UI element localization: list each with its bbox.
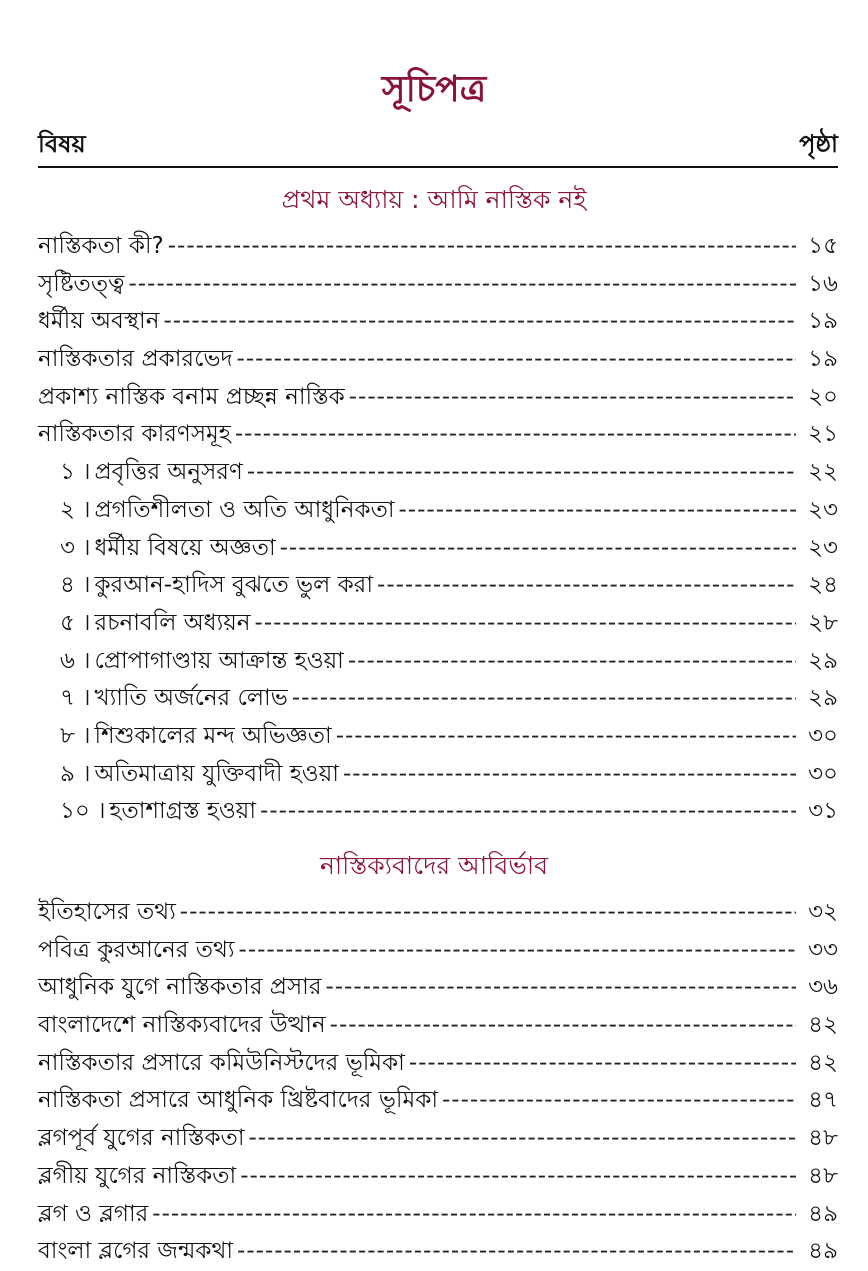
dot-leader [237, 1238, 796, 1264]
toc-entry[interactable] [38, 378, 838, 416]
dot-leader [399, 497, 797, 523]
entry-title: অতিমাত্রায় যুক্তিবাদী হওয়া [94, 760, 339, 787]
toc-entry[interactable] [38, 1006, 838, 1044]
entry-page: ৩০ [808, 722, 838, 749]
entry-number: ৫ । [60, 609, 91, 636]
dot-leader [442, 1087, 796, 1113]
entry-page: ২৩ [808, 534, 838, 561]
section-title-chapter-one: প্রথম অধ্যায় : আমি নাস্তিক নই [281, 185, 587, 214]
toc-entry[interactable] [38, 302, 838, 340]
entry-page: ১৯ [808, 308, 838, 335]
dot-leader [247, 459, 796, 485]
entry-page: ৩১ [808, 798, 838, 825]
entry-number: ৮ । [60, 722, 91, 749]
entry-title: বাংলাদেশে নাস্তিক্যবাদের উত্থান [38, 1012, 326, 1039]
entry-page: ৪৯ [808, 1238, 838, 1265]
entry-title: হতাশাগ্রস্ত হওয়া [109, 798, 257, 825]
toc-entry[interactable] [38, 1044, 838, 1082]
dot-leader [128, 271, 796, 297]
dot-leader [348, 648, 796, 674]
toc-sub-entry[interactable] [38, 453, 838, 491]
entry-title: প্রগতিশীলতা ও অতি আধুনিকতা [94, 496, 395, 523]
entry-page: ১৬ [808, 270, 838, 297]
entry-title: সৃষ্টিতত্ত্ব [38, 270, 125, 297]
dot-leader [336, 723, 796, 749]
toc-entry[interactable] [38, 893, 838, 931]
toc-entry[interactable] [38, 415, 838, 453]
toc-sub-entry[interactable] [38, 491, 838, 529]
toc-sub-entry[interactable] [38, 604, 838, 642]
entry-title: ব্লগীয় যুগের নাস্তিকতা [38, 1162, 237, 1189]
dot-leader [240, 1163, 796, 1189]
subject-column-label: বিষয় [38, 130, 86, 158]
dot-leader [239, 937, 796, 963]
entry-page: ২৯ [808, 647, 838, 674]
toc-entry[interactable] [38, 931, 838, 969]
toc-sub-entry[interactable] [38, 642, 838, 680]
column-header-row [38, 132, 838, 168]
entry-number: ১ । [60, 459, 91, 486]
entry-page: ২৩ [808, 496, 838, 523]
entry-title: আধুনিক যুগে নাস্তিকতার প্রসার [38, 974, 322, 1001]
entry-number: ২ । [60, 496, 91, 523]
dot-leader [330, 1012, 796, 1038]
entry-page: ২১ [808, 421, 838, 448]
entry-title: বাংলা ব্লগের জন্মকথা [38, 1238, 234, 1265]
toc-entry[interactable] [38, 968, 838, 1006]
dot-leader [235, 421, 796, 447]
entry-page: ৩০ [808, 760, 838, 787]
dot-leader [343, 761, 796, 787]
entry-page: ৩৩ [808, 936, 838, 963]
dot-leader [237, 346, 796, 372]
dot-leader [260, 798, 796, 824]
entry-title: নাস্তিকতার প্রসারে কমিউনিস্টদের ভূমিকা [38, 1049, 405, 1076]
entry-page: ৩৬ [808, 974, 838, 1001]
entry-page: ১৫ [808, 233, 838, 259]
toc-list-chapter-one [38, 227, 838, 830]
toc-entry[interactable] [38, 340, 838, 378]
entry-number: ৩ । [60, 534, 91, 561]
entry-page: ৪২ [808, 1012, 838, 1039]
toc-entry[interactable] [38, 1119, 838, 1157]
dot-leader [180, 899, 796, 925]
dot-leader [377, 572, 796, 598]
toc-entry[interactable] [38, 1232, 838, 1270]
entry-page: ২০ [808, 383, 838, 410]
entry-page: ৪৯ [808, 1200, 838, 1227]
entry-title: পবিত্র কুরআনের তথ্য [38, 936, 235, 963]
toc-sub-entry[interactable] [38, 679, 838, 717]
entry-title: ব্লগ ও ব্লগার [38, 1200, 149, 1227]
dot-leader [349, 384, 796, 410]
entry-title: নাস্তিকতার প্রকারভেদ [38, 346, 233, 373]
dot-leader [326, 974, 797, 1000]
entry-page: ২৮ [808, 609, 838, 636]
entry-title: ব্লগপূর্ব যুগের নাস্তিকতা [38, 1125, 245, 1152]
dot-leader [168, 233, 796, 259]
entry-title: প্রবৃত্তির অনুসরণ [94, 459, 243, 486]
dot-leader [163, 308, 796, 334]
entry-page: ২৯ [808, 685, 838, 712]
dot-leader [249, 1125, 797, 1151]
entry-page: ২৪ [808, 572, 838, 599]
toc-entry[interactable] [38, 1195, 838, 1233]
toc-entry[interactable] [38, 265, 838, 303]
toc-sub-entry[interactable] [38, 566, 838, 604]
entry-title: ধর্মীয় বিষয়ে অজ্ঞতা [94, 534, 276, 561]
entry-number: ৯ । [60, 760, 91, 787]
toc-list-atheism-origin [38, 893, 838, 1270]
entry-title: প্রকাশ্য নাস্তিক বনাম প্রচ্ছন্ন নাস্তিক [38, 383, 345, 410]
entry-title: নাস্তিকতা কী? [38, 233, 164, 259]
entry-page: ৪৭ [808, 1087, 838, 1114]
entry-title: কুরআন-হাদিস বুঝতে ভুল করা [94, 572, 374, 599]
entry-title: নাস্তিকতা প্রসারে আধুনিক খ্রিষ্টবাদের ভূমিকা [38, 1087, 438, 1114]
toc-sub-entry[interactable] [38, 755, 838, 793]
toc-sub-entry[interactable] [38, 717, 838, 755]
toc-entry[interactable] [38, 1081, 838, 1119]
toc-sub-entry[interactable] [38, 792, 838, 830]
entry-page: ৪৮ [808, 1162, 838, 1189]
page-title: সূচিপত্র [381, 69, 487, 110]
section-title-atheism-origin: নাস্তিক্যবাদের আবির্ভাব [319, 851, 549, 880]
page-column-label: পৃষ্ঠা [799, 130, 838, 158]
dot-leader [255, 610, 796, 636]
dot-leader [292, 685, 796, 711]
entry-number: ৪ । [60, 572, 91, 599]
entry-page: ১৯ [808, 346, 838, 373]
entry-title: খ্যাতি অর্জনের লোভ [94, 685, 288, 712]
entry-title: শিশুকালের মন্দ অভিজ্ঞতা [94, 722, 332, 749]
entry-title: প্রোপাগাণ্ডায় আক্রান্ত হওয়া [94, 647, 344, 674]
dot-leader [152, 1201, 796, 1227]
toc-sub-entry[interactable] [38, 529, 838, 567]
entry-title: ইতিহাসের তথ্য [38, 899, 176, 925]
entry-number: ৬ । [60, 647, 91, 674]
entry-page: ২২ [808, 459, 838, 486]
toc-entry[interactable] [38, 1157, 838, 1195]
entry-page: ৪৮ [808, 1125, 838, 1152]
dot-leader [409, 1050, 796, 1076]
entry-title: ধর্মীয় অবস্থান [38, 308, 160, 335]
entry-title: নাস্তিকতার কারণসমূহ [38, 421, 231, 448]
toc-entry[interactable] [38, 227, 838, 265]
entry-page: ৩২ [808, 899, 838, 925]
entry-number: ৭ । [60, 685, 91, 712]
entry-number: ১০ । [60, 798, 106, 825]
entry-page: ৪২ [808, 1049, 838, 1076]
entry-title: রচনাবলি অধ্যয়ন [94, 609, 251, 636]
dot-leader [280, 535, 796, 561]
